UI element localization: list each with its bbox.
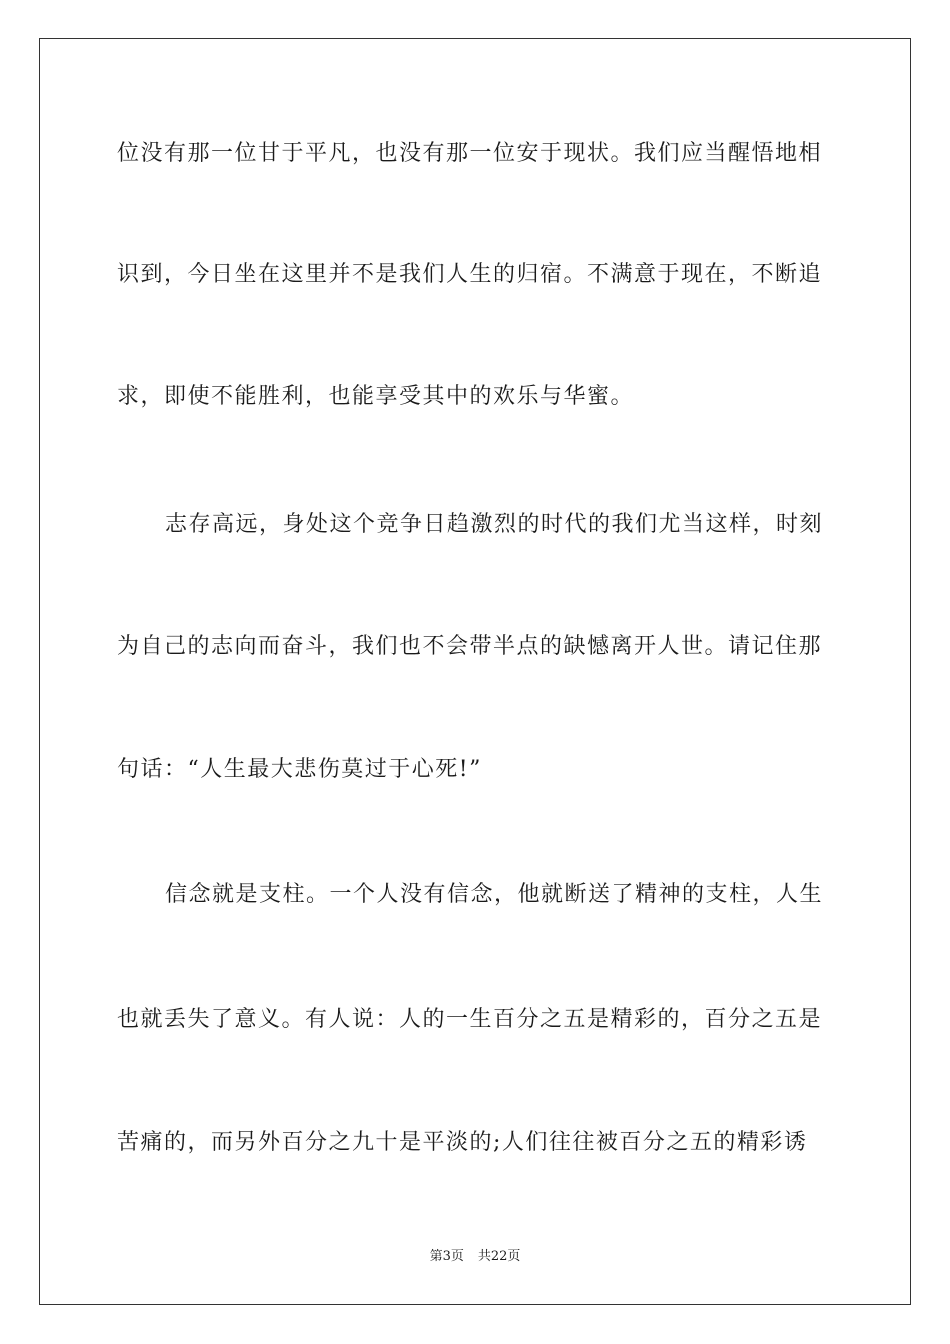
page-total: 共22页: [477, 1249, 521, 1264]
text-line: 识到，今日坐在这里并不是我们人生的归宿。不满意于现在，不断追: [117, 262, 823, 287]
page-footer: [0, 1248, 950, 1266]
text-line: 求，即使不能胜利，也能享受其中的欢乐与华蜜。: [117, 384, 635, 409]
text-line: 也就丢失了意义。有人说：人的一生百分之五是精彩的，百分之五是: [117, 1007, 823, 1032]
text-line: 句话：“人生最大悲伤莫过于心死!”: [117, 757, 482, 782]
page-border: [39, 38, 911, 1305]
paragraph-first-line: 信念就是支柱。一个人没有信念，他就断送了精神的支柱，人生: [165, 882, 824, 907]
text-line: 苦痛的，而另外百分之九十是平淡的;人们往往被百分之五的精彩诱: [117, 1130, 808, 1155]
page-number: 第3页: [429, 1249, 464, 1264]
paragraph-first-line: 志存高远，身处这个竞争日趋激烈的时代的我们尤当这样，时刻: [165, 512, 824, 537]
text-line: 为自己的志向而奋斗，我们也不会带半点的缺憾离开人世。请记住那: [117, 634, 823, 659]
text-line: 位没有那一位甘于平凡，也没有那一位安于现状。我们应当醒悟地相: [117, 141, 823, 166]
